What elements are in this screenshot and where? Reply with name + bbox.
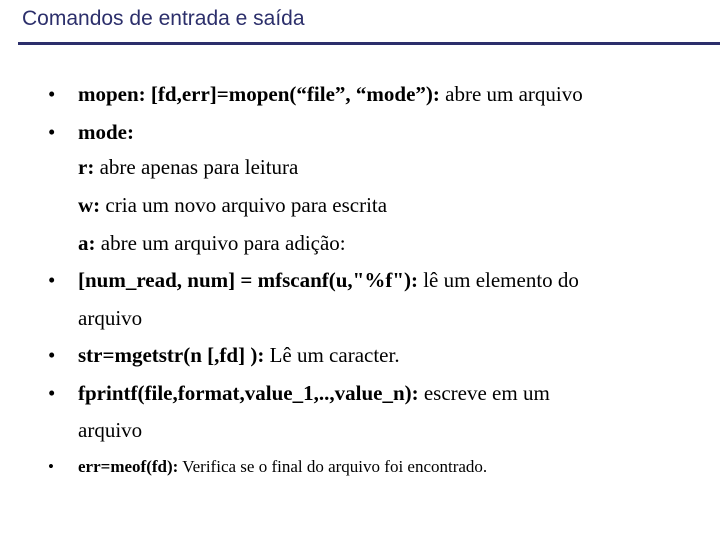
page-title: Comandos de entrada e saída	[22, 7, 305, 30]
code-mfscanf: [num_read, num] = mfscanf(u,"%f"):	[78, 268, 418, 292]
desc-mfscanf-cont: arquivo	[78, 306, 143, 330]
code-mode: mode:	[78, 120, 134, 144]
bullet: •	[48, 343, 56, 367]
mode-desc-r: abre apenas para leitura	[94, 155, 299, 179]
bullet: •	[48, 120, 56, 144]
bullet: •	[48, 381, 56, 405]
title-divider	[18, 42, 720, 45]
mode-key-r: r:	[78, 155, 95, 179]
desc-mfscanf: lê um elemento do	[417, 268, 579, 292]
mode-desc-w: cria um novo arquivo para escrita	[100, 193, 388, 217]
code-mgetstr: str=mgetstr(n [,fd] ):	[78, 343, 265, 367]
bullet: •	[48, 82, 56, 106]
desc-fprintf-cont: arquivo	[78, 418, 143, 442]
code-mopen: mopen: [fd,err]=mopen(“file”, “mode”):	[78, 82, 440, 106]
code-meof: err=meof(fd):	[78, 457, 179, 476]
desc-fprintf: escreve em um	[418, 381, 550, 405]
bullet: •	[48, 268, 56, 292]
desc-meof: Verifica se o final do arquivo foi encontrado.	[178, 457, 488, 476]
bullet: •	[48, 457, 54, 476]
desc-mopen: abre um arquivo	[439, 82, 583, 106]
mode-key-a: a:	[78, 231, 96, 255]
desc-mgetstr: Lê um caracter.	[264, 343, 400, 367]
mode-desc-a: abre um arquivo para adição:	[95, 231, 346, 255]
mode-key-w: w:	[78, 193, 101, 217]
code-fprintf: fprintf(file,format,value_1,..,value_n):	[78, 381, 419, 405]
